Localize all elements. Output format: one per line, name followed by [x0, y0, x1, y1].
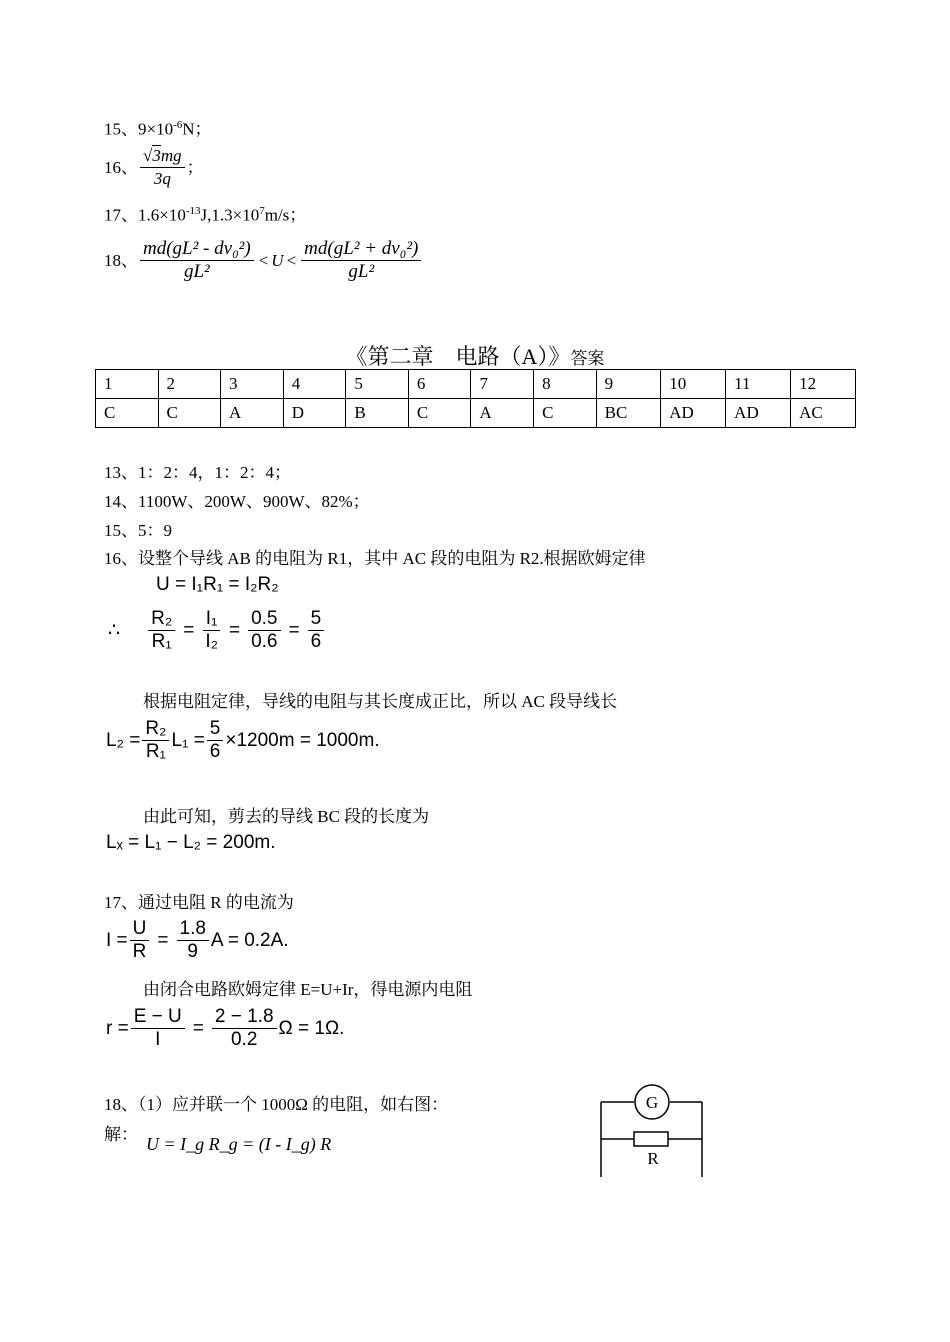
numerator: E − U — [131, 1006, 185, 1029]
table-cell: 1 — [96, 370, 159, 399]
fraction — [131, 1006, 185, 1051]
denominator: gL² — [348, 261, 375, 282]
equals-sign: = — [228, 619, 241, 641]
paragraph-bc-length: 由此可知，剪去的导线 BC 段的长度为 — [143, 807, 430, 826]
denominator: 3q — [153, 169, 171, 188]
table-cell: 4 — [283, 370, 346, 399]
table-cell: 11 — [726, 370, 791, 399]
fraction — [148, 608, 175, 653]
section-title-suffix: 答案 — [570, 349, 605, 368]
numerator: md(gL² - dv₀²) — [140, 238, 254, 261]
sqrt-content: 3 — [152, 146, 161, 165]
equals-sign: = — [288, 619, 300, 641]
denominator: 6 — [209, 741, 221, 762]
numerator: I₁ — [203, 608, 221, 631]
variable-u: U — [271, 250, 284, 270]
table-cell: A — [221, 399, 284, 428]
equation-current — [106, 918, 289, 963]
fraction — [212, 1006, 277, 1051]
paragraph-resistance-law: 根据电阻定律，导线的电阻与其长度成正比，所以 AC 段导线长 — [143, 692, 618, 711]
table-cell: C — [158, 399, 221, 428]
paragraph-internal-resistance: 由闭合电路欧姆定律 E=U+Ir，得电源内电阻 — [143, 980, 473, 999]
answer-15b: 15、5：9 — [104, 521, 172, 540]
fraction — [248, 608, 280, 653]
tail-term: Ω = 1Ω. — [278, 1017, 345, 1039]
answer-number: 18、 — [104, 250, 138, 270]
lhs: L₂ = — [106, 729, 141, 751]
numerator: 0.5 — [248, 608, 280, 631]
answer-13: 13、1：2：4，1：2：4； — [104, 463, 291, 482]
numerator: 5 — [207, 718, 224, 741]
equation-u: U = I₁R₁ = I₂R₂ — [156, 574, 279, 595]
answer-number: 17、 — [104, 205, 138, 225]
equation-ratio — [108, 608, 326, 653]
table-cell: C — [534, 399, 597, 428]
solution-label: 解： — [104, 1125, 138, 1144]
resistor-label: R — [647, 1149, 659, 1168]
answer-text: J,1.3×10 — [200, 205, 260, 225]
equals-sign: = — [183, 619, 195, 641]
numerator — [140, 145, 185, 168]
numerator: 2 − 1.8 — [212, 1006, 277, 1029]
answer-number: 16、 — [104, 157, 138, 177]
equation-lx: Lₓ = L₁ − L₂ = 200m. — [106, 832, 276, 853]
table-cell: AD — [726, 399, 791, 428]
answer-17b-intro: 17、通过电阻 R 的电流为 — [104, 893, 294, 912]
answer-16b-intro: 16、设整个导线 AB 的电阻为 R1，其中 AC 段的电阻为 R2.根据欧姆定律 — [104, 549, 646, 568]
equation-shunt: U = I_g R_g = (I - I_g) R — [146, 1134, 332, 1154]
table-cell: AC — [791, 399, 856, 428]
lhs: I = — [106, 929, 128, 951]
answer-text: 9×10 — [138, 119, 174, 139]
equation-r — [106, 1006, 344, 1051]
tail-term: A = 0.2A. — [210, 929, 289, 951]
answer-14: 14、1100W、200W、900W、82%； — [104, 492, 370, 511]
table-cell: A — [471, 399, 534, 428]
answer-16 — [104, 145, 204, 190]
answer-text: m/s； — [264, 205, 307, 225]
denominator: gL² — [183, 261, 210, 282]
fraction — [177, 918, 209, 963]
numerator: md(gL² + dv₀²) — [301, 238, 421, 261]
less-than: < — [258, 250, 269, 270]
equation-l2 — [106, 718, 380, 763]
denominator: 0.6 — [251, 631, 278, 652]
answer-18 — [104, 238, 423, 283]
table-cell: 7 — [471, 370, 534, 399]
answer-15 — [104, 114, 212, 141]
table-cell: BC — [596, 399, 661, 428]
answer-table — [95, 369, 856, 428]
table-cell: 6 — [408, 370, 471, 399]
fraction — [140, 145, 185, 190]
exponent: -13 — [185, 205, 201, 217]
answer-18b-intro: 18、（1）应并联一个 1000Ω 的电阻，如右图： — [104, 1095, 449, 1114]
numerator: 1.8 — [177, 918, 209, 941]
galvanometer-label: G — [645, 1093, 659, 1112]
answer-text: 1.6×10 — [138, 205, 186, 225]
numerator: R₂ — [148, 608, 175, 631]
resistor-icon — [634, 1132, 668, 1146]
denominator: 9 — [187, 941, 198, 962]
table-cell: AD — [661, 399, 726, 428]
section-title-text: 《第二章 电路（A）》 — [345, 344, 571, 369]
numerator: 5 — [308, 608, 325, 631]
table-cell: B — [346, 399, 409, 428]
denominator: R₁ — [145, 741, 166, 762]
table-cell: 8 — [534, 370, 597, 399]
denominator: R — [132, 941, 147, 962]
numerator: U — [130, 918, 150, 941]
table-cell: 9 — [596, 370, 661, 399]
table-answer-row — [96, 399, 856, 428]
sqrt-symbol: √ — [143, 146, 153, 165]
exponent: -6 — [173, 119, 183, 131]
equals-sign: = — [157, 929, 169, 951]
table-cell: C — [408, 399, 471, 428]
circuit-diagram — [596, 1082, 708, 1180]
denominator: 6 — [310, 631, 322, 652]
therefore-symbol: ∴ — [108, 620, 121, 641]
fraction — [142, 718, 169, 763]
table-cell: 12 — [791, 370, 856, 399]
denominator: 0.2 — [230, 1029, 258, 1050]
table-header-row — [96, 370, 856, 399]
fraction — [130, 918, 150, 963]
table-cell: 10 — [661, 370, 726, 399]
fraction — [308, 608, 325, 653]
less-than: < — [286, 250, 297, 270]
equals-sign: = — [192, 1017, 204, 1039]
mid-term: L₁ = — [171, 729, 205, 751]
exponent: 7 — [259, 205, 265, 217]
tail-term: ×1200m = 1000m. — [225, 729, 380, 751]
table-cell: 2 — [158, 370, 221, 399]
table-cell: C — [96, 399, 159, 428]
denominator: I₂ — [205, 631, 218, 652]
answer-17 — [104, 200, 306, 227]
answer-number: 15、 — [104, 119, 138, 139]
fraction — [202, 608, 221, 653]
section-title — [0, 340, 950, 371]
fraction — [207, 718, 224, 763]
fraction-left — [140, 238, 254, 283]
numerator-rest: mg — [160, 146, 182, 165]
answer-text: N； — [182, 119, 212, 139]
table-cell: 5 — [346, 370, 409, 399]
fraction-right — [301, 238, 421, 283]
table-cell: D — [283, 399, 346, 428]
numerator: R₂ — [142, 718, 169, 741]
denominator: R₁ — [151, 631, 172, 652]
denominator: I — [155, 1029, 161, 1050]
answer-text: ； — [186, 157, 204, 177]
lhs: r = — [106, 1017, 129, 1039]
table-cell: 3 — [221, 370, 284, 399]
